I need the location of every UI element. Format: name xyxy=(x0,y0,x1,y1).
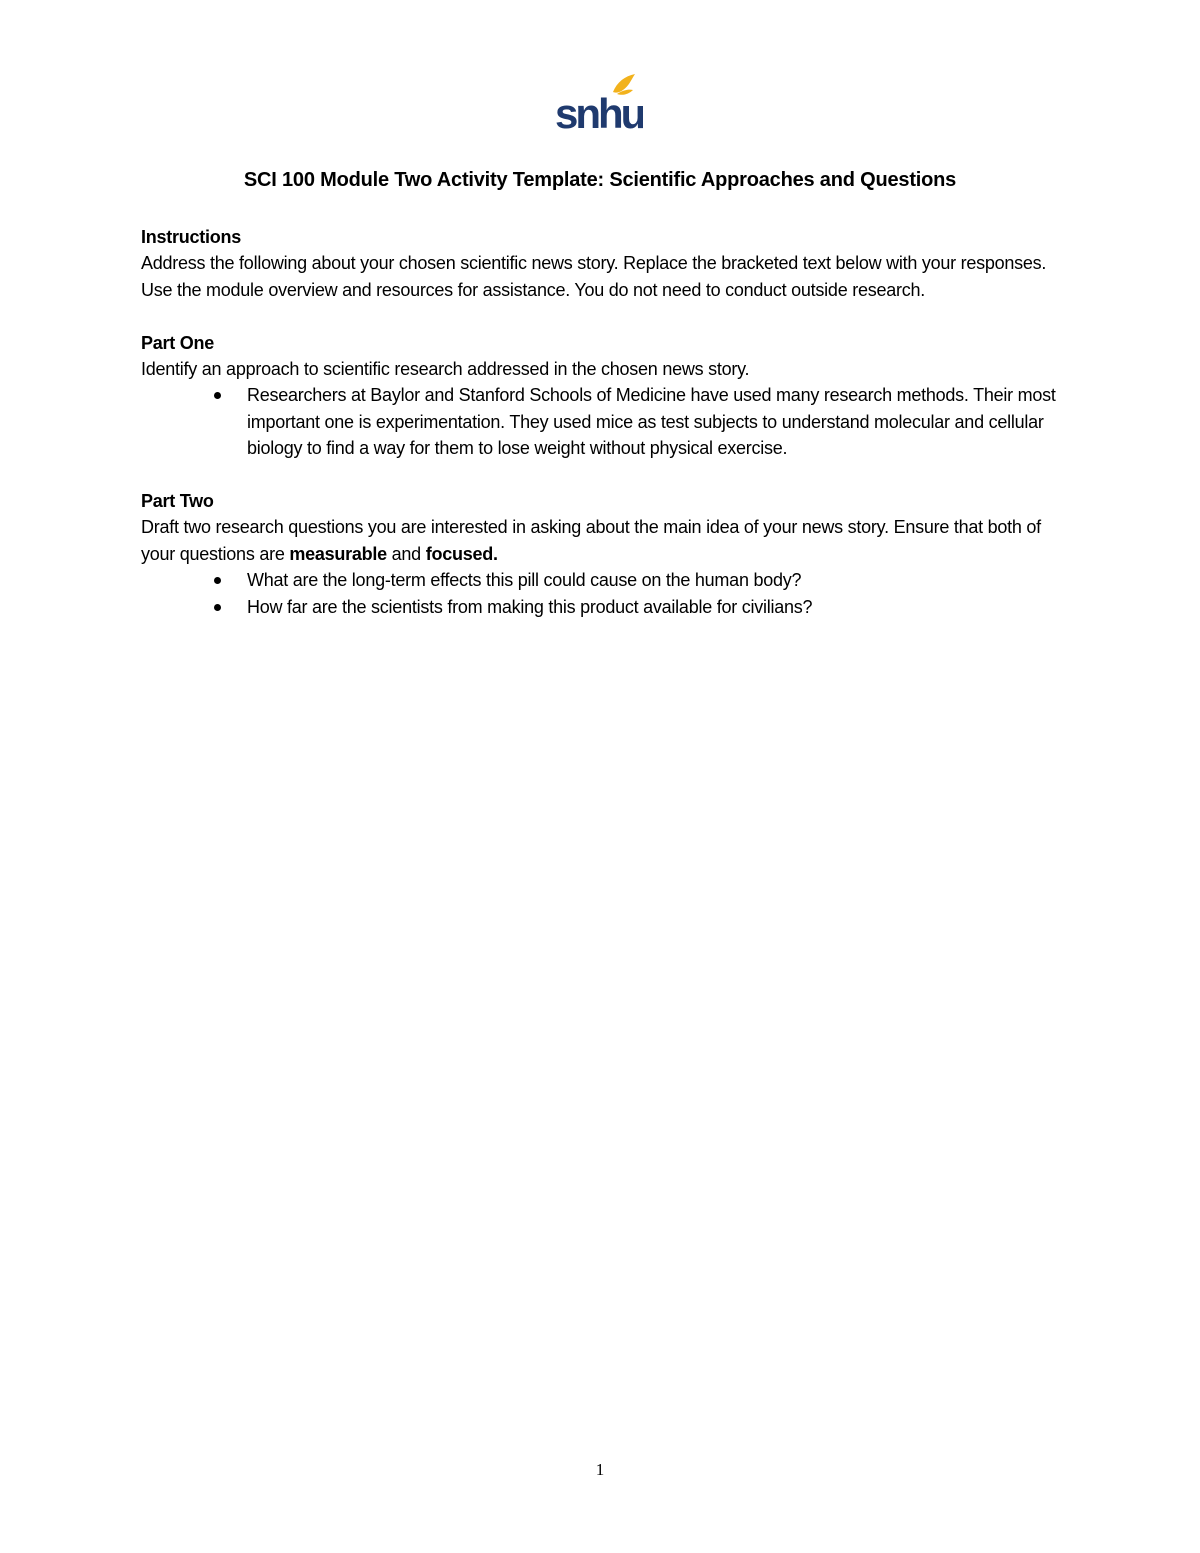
list-item xyxy=(247,382,1061,461)
part-one-bullet-list xyxy=(141,382,1061,461)
list-item xyxy=(247,594,1061,620)
part-two-prompt-mid: and xyxy=(386,543,426,564)
bullet-icon xyxy=(214,392,221,399)
document-body xyxy=(141,224,1061,620)
spacer xyxy=(141,462,1061,488)
bullet-icon xyxy=(214,577,221,584)
page-number: 1 xyxy=(595,1460,605,1479)
part-two-prompt-start: Draft two research questions you are interested in asking about the main idea of your news story. Ensure that both of your questions are xyxy=(141,517,1041,564)
flame-leaf-icon xyxy=(553,72,643,134)
part-two-bullet-list xyxy=(141,567,1061,620)
part-two-prompt xyxy=(141,514,1061,567)
instructions-heading: Instructions xyxy=(141,227,242,247)
spacer xyxy=(141,303,1061,329)
list-item xyxy=(247,567,1061,593)
part-two-prompt-focused: focused xyxy=(425,543,493,564)
part-one-answer: Researchers at Baylor and Stanford Schools of Medicine have used many research methods. Their most important one is experimentation. They used mice as test subjects to understand molecular and cellular biology to find a way for them to lose weight without physical exercise. xyxy=(247,385,1056,459)
snhu-logo xyxy=(553,72,643,134)
part-two-heading: Part Two xyxy=(141,491,214,512)
research-question-2: How far are the scientists from making this product available for civilians? xyxy=(247,596,813,617)
part-one-prompt: Identify an approach to scientific research addressed in the chosen news story. xyxy=(141,359,750,380)
part-two-prompt-end: . xyxy=(492,543,498,564)
logo-wordmark: snhu xyxy=(555,90,643,134)
part-one-heading: Part One xyxy=(141,332,215,353)
part-two-prompt-measurable: measurable xyxy=(289,543,387,564)
research-question-1: What are the long-term effects this pill could cause on the human body? xyxy=(247,570,802,591)
bullet-icon xyxy=(214,604,221,611)
instructions-text: Address the following about your chosen scientific news story. Replace the bracketed text below with your responses. Use the module overview and resources for assistance. You do not need to conduct outside research. xyxy=(141,253,1047,300)
document-title: SCI 100 Module Two Activity Template: Scientific Approaches and Questions xyxy=(243,169,957,191)
